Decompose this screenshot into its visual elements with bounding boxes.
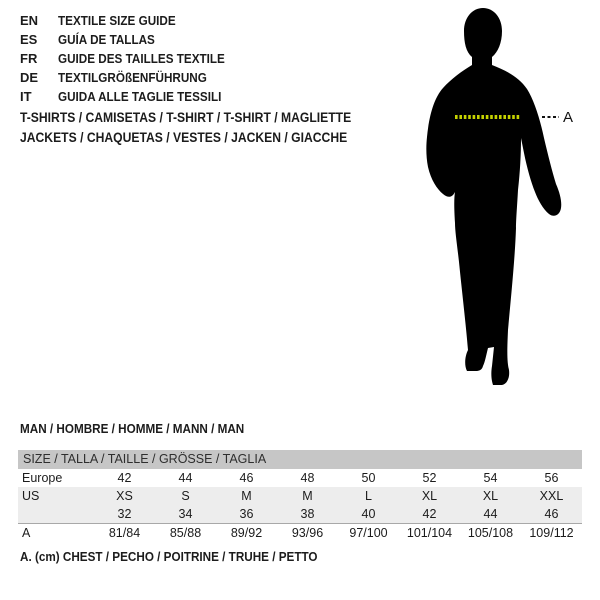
size-cell: XS bbox=[116, 489, 133, 503]
size-cell: 97/100 bbox=[349, 526, 388, 540]
footnote-chest-measure: A. (cm) CHEST / PECHO / POITRINE / TRUHE / PETTO bbox=[20, 549, 318, 564]
size-cell: 42 bbox=[422, 507, 437, 521]
table-row-europe bbox=[18, 469, 582, 487]
size-cell: 89/92 bbox=[230, 526, 263, 540]
size-cell: 54 bbox=[483, 471, 498, 485]
size-table bbox=[18, 450, 582, 542]
language-row-it bbox=[20, 87, 243, 106]
size-cell: 52 bbox=[422, 471, 437, 485]
size-cell: M bbox=[302, 489, 313, 503]
size-cell: 101/104 bbox=[406, 526, 453, 540]
language-label: TEXTILGRÖßENFÜHRUNG bbox=[58, 70, 207, 85]
row-label: US bbox=[22, 489, 40, 503]
size-cell: 85/88 bbox=[169, 526, 202, 540]
size-cell: 44 bbox=[483, 507, 498, 521]
size-cell: 81/84 bbox=[108, 526, 141, 540]
size-cell: 105/108 bbox=[467, 526, 514, 540]
language-label: GUIDE DES TAILLES TEXTILE bbox=[58, 51, 225, 66]
row-label: A bbox=[22, 526, 31, 540]
table-row-uk bbox=[18, 505, 582, 523]
product-category-lines bbox=[20, 108, 388, 148]
size-cell: 44 bbox=[178, 471, 193, 485]
size-cell: 48 bbox=[300, 471, 315, 485]
size-cell: 32 bbox=[117, 507, 132, 521]
size-cell: 46 bbox=[239, 471, 254, 485]
language-code: DE bbox=[20, 70, 39, 85]
size-cell: 109/112 bbox=[529, 526, 574, 540]
language-row-fr bbox=[20, 49, 243, 68]
table-row-chest-a bbox=[18, 523, 582, 542]
man-silhouette-figure bbox=[410, 0, 600, 400]
size-cell: 40 bbox=[361, 507, 376, 521]
language-code: FR bbox=[20, 51, 38, 66]
size-cell: XL bbox=[482, 489, 499, 503]
size-cell: 42 bbox=[117, 471, 132, 485]
size-cell: M bbox=[241, 489, 252, 503]
language-row-de bbox=[20, 68, 243, 87]
size-cell: 34 bbox=[178, 507, 193, 521]
language-label: GUÍA DE TALLAS bbox=[58, 32, 155, 47]
size-cell: 46 bbox=[544, 507, 559, 521]
row-label bbox=[18, 505, 94, 523]
size-cell: 38 bbox=[300, 507, 315, 521]
size-cell: 93/96 bbox=[291, 526, 324, 540]
size-cell: XXL bbox=[539, 489, 564, 503]
size-cell: XL bbox=[421, 489, 438, 503]
size-cell: 36 bbox=[239, 507, 254, 521]
language-label: GUIDA ALLE TAGLIE TESSILI bbox=[58, 89, 222, 104]
language-list bbox=[20, 11, 243, 106]
language-code: IT bbox=[20, 89, 32, 104]
language-code: EN bbox=[20, 13, 39, 28]
man-silhouette-shape bbox=[426, 8, 561, 385]
measure-label-a: A bbox=[563, 109, 574, 126]
man-silhouette bbox=[410, 0, 600, 400]
language-code: ES bbox=[20, 32, 38, 47]
section-title-man: MAN / HOMBRE / HOMME / MANN / MAN bbox=[20, 421, 245, 436]
product-line-jackets: JACKETS / CHAQUETAS / VESTES / JACKEN / GIACCHE bbox=[20, 130, 348, 145]
table-row-us bbox=[18, 487, 582, 505]
size-cell: 56 bbox=[544, 471, 559, 485]
language-label: TEXTILE SIZE GUIDE bbox=[58, 13, 176, 28]
size-table-header: SIZE / TALLA / TAILLE / GRÖSSE / TAGLIA bbox=[18, 450, 582, 469]
size-cell: 50 bbox=[361, 471, 376, 485]
size-cell: S bbox=[181, 489, 190, 503]
size-cell: L bbox=[365, 489, 372, 503]
product-line-tshirts: T-SHIRTS / CAMISETAS / T-SHIRT / T-SHIRT / MAGLIETTE bbox=[20, 110, 352, 125]
language-row-en bbox=[20, 11, 243, 30]
row-label: Europe bbox=[22, 471, 63, 485]
language-row-es bbox=[20, 30, 243, 49]
